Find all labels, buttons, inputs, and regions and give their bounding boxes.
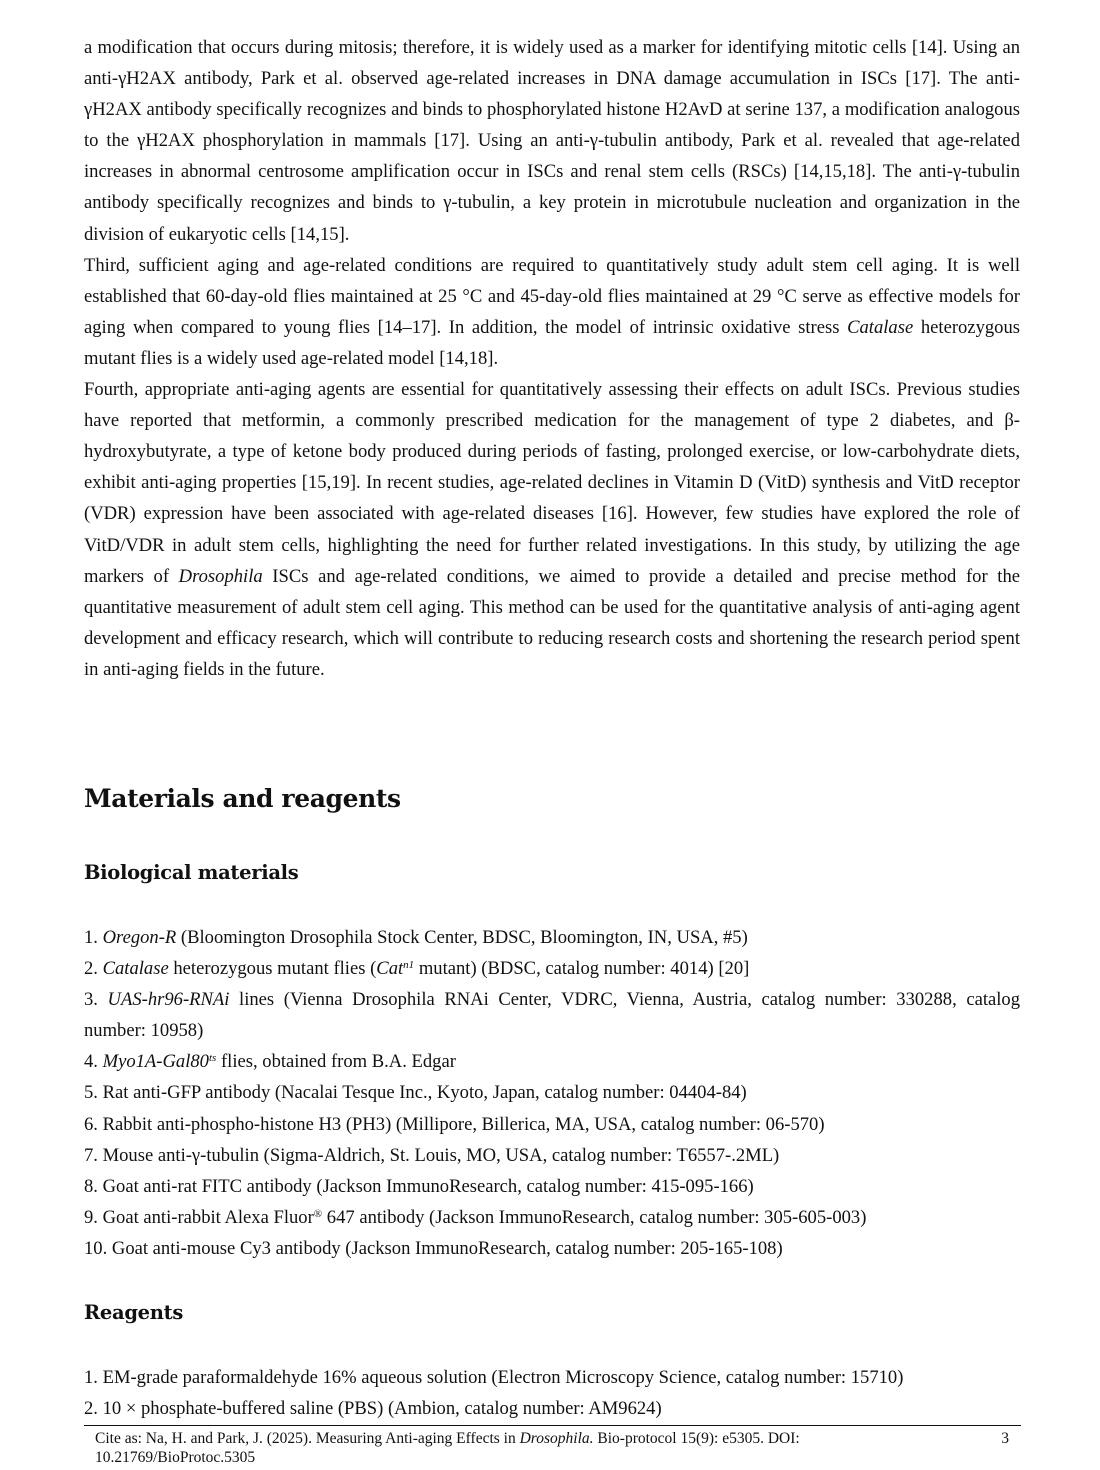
text-run: ISCs and age-related conditions, we aimed to provide a detailed and precise method for the quantitative measurement of adult stem cell aging. This method can be used for the quantitative analysis of anti-aging agent development and efficacy research, which will contribute to reducing research costs and shortening the research period spent in anti-aging fields in the future. — [84, 565, 1020, 680]
text-run: Fourth, appropriate anti-aging agents are essential for quantitatively assessing their effects on adult ISCs. Previous studies have reported that metformin, a commonly prescribed medication for the management of type 2 diabetes, and β-hydroxybutyrate, a type of ketone body produced during periods of fasting, prolonged exercise, or low-carbohydrate diets, exhibit anti-aging properties [15,19]. In recent studies, age-related declines in Vitamin D (VitD) synthesis and VitD receptor (VDR) expression have been associated with age-related diseases [16]. However, few studies have explored the role of VitD/VDR in adult stem cells, highlighting the need for further related investigations. In this study, by utilizing the age markers of — [84, 379, 1020, 587]
biological-materials-list — [84, 922, 1020, 1264]
list-item — [84, 1202, 1020, 1233]
reagents-heading: Reagents — [84, 1301, 184, 1324]
italic-term: Drosophila. — [519, 1430, 594, 1447]
text-run: 9. Goat anti-rabbit Alexa Fluor — [84, 1206, 314, 1228]
superscript: n1 — [403, 959, 415, 972]
italic-term: Catalase — [102, 958, 169, 980]
text-run: Bio-protocol 15(9): e5305. DOI: 10.21769/BioProtoc.5305 — [95, 1430, 800, 1466]
italic-term: Cat — [376, 958, 404, 980]
body-paragraphs — [84, 32, 1020, 685]
paragraph — [84, 32, 1020, 250]
text-run: (Bloomington Drosophila Stock Center, BDSC, Bloomington, IN, USA, #5) — [176, 927, 748, 948]
biological-materials-heading: Biological materials — [84, 861, 299, 884]
list-item — [84, 1362, 1020, 1393]
list-item — [84, 1077, 1020, 1108]
text-run: 2. — [84, 958, 103, 980]
paragraph — [84, 250, 1020, 374]
superscript: ® — [313, 1207, 323, 1220]
italic-term: Oregon-R — [102, 927, 177, 948]
text-run: 7. Mouse anti-γ-tubulin (Sigma-Aldrich, St. Louis, MO, USA, catalog number: T6557-.2ML) — [84, 1144, 780, 1166]
text-run: heterozygous mutant flies ( — [168, 958, 377, 980]
text-run: 647 antibody (Jackson ImmunoResearch, catalog number: 305-605-003) — [322, 1206, 867, 1228]
list-item — [84, 1140, 1020, 1171]
italic-term: Catalase — [847, 316, 914, 338]
italic-term: Myo1A-Gal80 — [102, 1051, 209, 1073]
list-item — [84, 984, 1020, 1046]
list-item — [84, 1109, 1020, 1140]
text-run: 4. — [84, 1051, 103, 1073]
text-run: 2. 10 × phosphate-buffered saline (PBS) (Ambion, catalog number: AM9624) — [84, 1398, 662, 1420]
text-run: 5. Rat anti-GFP antibody (Nacalai Tesque Inc., Kyoto, Japan, catalog number: 04404-84) — [84, 1082, 747, 1104]
text-run: Cite as: Na, H. and Park, J. (2025). Measuring Anti-aging Effects in — [95, 1430, 520, 1447]
text-run: Third, sufficient aging and age-related conditions are required to quantitatively study adult stem cell aging. It is well established that 60-day-old flies maintained at 25 °C and 45-day-old flies maintained at 29 °C serve as effective models for aging when compared to young flies [14–17]. In addition, the model of intrinsic oxidative stress — [84, 254, 1020, 338]
text-run: 6. Rabbit anti-phospho-histone H3 (PH3) (Millipore, Billerica, MA, USA, catalog number: 06-570) — [84, 1113, 825, 1135]
text-run: flies, obtained from B.A. Edgar — [216, 1051, 456, 1073]
text-run: 1. EM-grade paraformaldehyde 16% aqueous solution (Electron Microscopy Science, catalog number: 15710) — [84, 1367, 904, 1388]
text-run: a modification that occurs during mitosis; therefore, it is widely used as a marker for identifying mitotic cells [14]. Using an anti-γH2AX antibody, Park et al. observed age-related increases in DNA damage accumulation in ISCs [17]. The anti-γH2AX antibody specifically recognizes and binds to phosphorylated histone H2AvD at serine 137, a modification analogous to the γH2AX phosphorylation in mammals [17]. Using an anti-γ-tubulin antibody, Park et al. revealed that age-related increases in abnormal centrosome amplification occur in ISCs and renal stem cells (RSCs) [14,15,18]. The anti-γ-tubulin antibody specifically recognizes and binds to γ-tubulin, a key protein in microtubule nucleation and organization in the division of eukaryotic cells [14,15]. — [84, 37, 1020, 245]
citation-text — [95, 1429, 925, 1467]
page-footer — [95, 1429, 1015, 1467]
list-item — [84, 922, 1020, 953]
italic-term: Drosophila — [178, 565, 263, 587]
footer-divider — [84, 1425, 1021, 1426]
text-run: heterozygous mutant flies is a widely used age-related model [14,18]. — [84, 316, 1020, 369]
list-item — [84, 1233, 1020, 1264]
reagents-list — [84, 1362, 1020, 1424]
superscript: ts — [208, 1052, 217, 1065]
text-run: 10. Goat anti-mouse Cy3 antibody (Jackson ImmunoResearch, catalog number: 205-165-108) — [84, 1237, 783, 1259]
list-item — [84, 1393, 1020, 1424]
text-run: 3. — [84, 989, 108, 1011]
list-item — [84, 1046, 1020, 1077]
section-title: Materials and reagents — [84, 784, 401, 813]
text-run: mutant) (BDSC, catalog number: 4014) [20] — [414, 958, 750, 980]
list-item — [84, 953, 1020, 984]
text-run: 1. — [84, 927, 103, 948]
italic-term: UAS-hr96-RNAi — [107, 989, 230, 1011]
list-item — [84, 1171, 1020, 1202]
body-text-block — [84, 32, 1020, 685]
text-run: 8. Goat anti-rat FITC antibody (Jackson ImmunoResearch, catalog number: 415-095-166) — [84, 1175, 754, 1197]
paragraph — [84, 374, 1020, 685]
text-run: lines (Vienna Drosophila RNAi Center, VDRC, Vienna, Austria, catalog number: 330288, catalog number: 10958) — [84, 989, 1020, 1042]
page-number: 3 — [1001, 1430, 1009, 1447]
